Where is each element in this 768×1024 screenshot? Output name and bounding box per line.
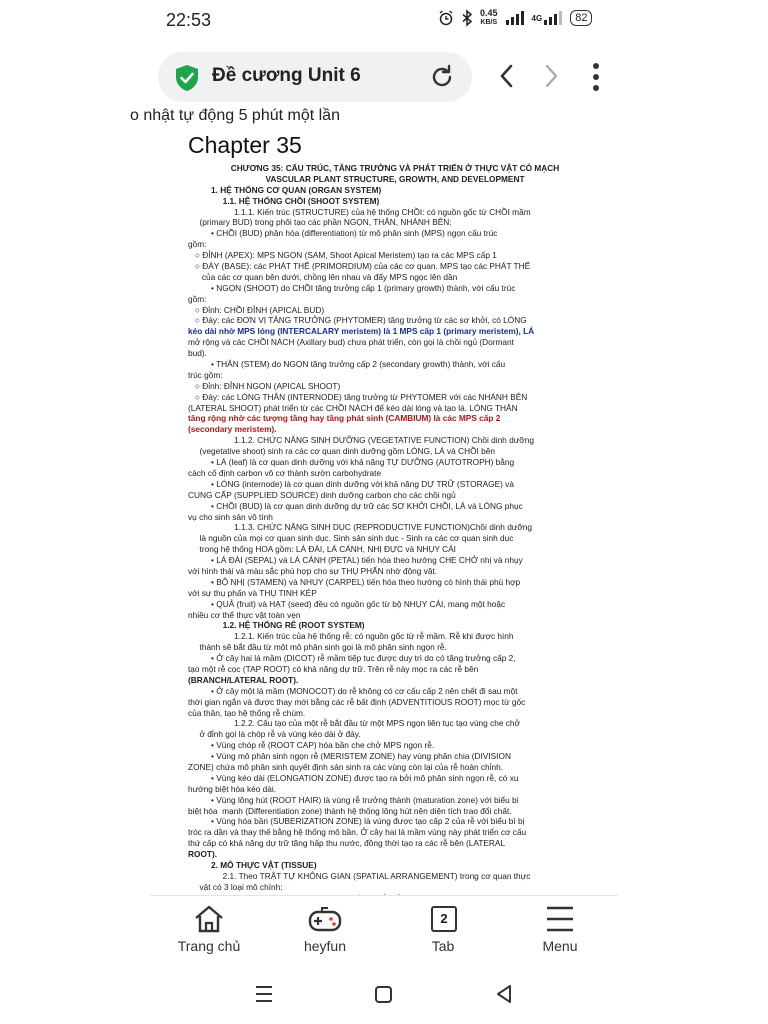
doc-line: ○ Đáy: các ĐƠN VỊ TĂNG TRƯỞNG (PHYTOMER) tăng trưởng từ các sơ khởi, có LÓNG bbox=[188, 315, 527, 326]
heyfun-label: heyfun bbox=[303, 938, 347, 954]
doc-line: • LÓNG (internode) là cơ quan dinh dưỡng với khả năng DỰ TRỮ (STORAGE) và bbox=[188, 478, 514, 489]
update-notice: o nhật tự động 5 phút một lần bbox=[130, 107, 340, 124]
doc-line: CUNG CẤP (SUPPLIED SOURCE) dinh dưỡng carbon cho các chồi ngủ bbox=[188, 489, 456, 500]
doc-line: (secondary meristem). bbox=[188, 424, 277, 435]
battery-icon: 82 bbox=[570, 10, 592, 26]
doc-line: thứ cấp có khả năng dự trữ tăng hấp thu nước, đồng thời tạo ra các rễ bên (LATERAL bbox=[188, 838, 506, 849]
signal-icon-2 bbox=[543, 11, 563, 25]
doc-line: gồm: bbox=[188, 239, 207, 250]
doc-line: 1. HỆ THỐNG CƠ QUAN (ORGAN SYSTEM) bbox=[188, 184, 382, 195]
menu-button[interactable] bbox=[515, 904, 605, 956]
doc-line: gồm: bbox=[188, 293, 207, 304]
doc-line: • Vùng hóa bần (SUBERIZATION ZONE) là vùng được tạo cấp 2 của rễ với biểu bì bị bbox=[188, 816, 525, 827]
doc-line: (LATERAL SHOOT) phát triển từ các CHỒI NÁCH để kéo dài lóng và tạo lá. LÓNG THÂN bbox=[188, 402, 518, 413]
document-content bbox=[188, 132, 602, 890]
home-nav-icon[interactable] bbox=[374, 985, 394, 1005]
doc-line: • CHỒI (BUD) phân hóa (differentiation) từ mô phân sinh (MPS) ngọn cấu trúc bbox=[188, 228, 498, 239]
doc-line: nhiều cơ thể thực vật toàn vẹn bbox=[188, 609, 301, 620]
doc-line: trong hệ thống HOA gồm: LÁ ĐÀI, LÁ CÁNH, NHỊ ĐỰC và NHỤY CÁI bbox=[188, 544, 456, 555]
status-bar bbox=[0, 0, 768, 42]
menu-label: Menu bbox=[542, 938, 578, 954]
doc-line: biệt hóa mạnh (Differentiation zone) thành hệ thống lông hút nên diện tích trao đổi chất. bbox=[188, 805, 512, 816]
doc-line: của các cơ quan bên dưới, chồng lên nhau và đẩy MPS ngọc lên dần bbox=[188, 271, 458, 282]
doc-line: kéo dài nhờ MPS lóng (INTERCALARY meristem) là 1 MPS cấp 1 (primary meristem), LÁ bbox=[188, 326, 535, 337]
document-lines bbox=[188, 163, 602, 904]
address-bar[interactable] bbox=[158, 52, 472, 102]
doc-line: tróc ra dần và thay thế bằng hệ thống mô bần. Ở cây hai lá mầm vùng này phát triển cơ cấu bbox=[188, 827, 527, 838]
doc-line: CHƯƠNG 35: CẤU TRÚC, TĂNG TRƯỞNG VÀ PHÁT TRIỂN Ở THỰC VẬT CÓ MẠCH bbox=[230, 163, 560, 173]
doc-line: tăng rộng nhờ các tượng tầng hay tầng phát sinh (CAMBIUM) là các MPS cấp 2 bbox=[188, 413, 501, 424]
doc-line: ○ ĐÁY (BASE): các PHÁT THỂ (PRIMORDIUM) của các cơ quan. MPS tạo các PHÁT THỂ bbox=[188, 261, 531, 272]
doc-line: ZONE) chứa mô phân sinh quyết định sản sinh ra các vùng còn lại của rễ hoàn chỉnh. bbox=[188, 761, 504, 772]
doc-line: • THÂN (STEM) do NGỌN tăng trưởng cấp 2 (secondary growth) thành, với cấu bbox=[188, 359, 506, 370]
doc-line: tạo một rễ cọc (TAP ROOT) có khả năng dự trữ. Trên rễ này mọc ra các rễ bên bbox=[188, 663, 479, 674]
doc-line: • NGỌN (SHOOT) do CHỒI tăng trưởng cấp 1 (primary growth) thành, với cấu trúc bbox=[188, 282, 516, 293]
reload-icon[interactable] bbox=[428, 63, 456, 91]
doc-line: của thân, tạo hệ thống rễ chùm. bbox=[188, 707, 306, 718]
doc-line: cách cố định carbon vô cơ thành sườn carbohydrate bbox=[188, 467, 382, 478]
doc-line: với sự thụ phấn và THỤ TINH KÉP bbox=[188, 587, 317, 598]
bluetooth-icon bbox=[461, 10, 473, 26]
doc-line: vụ cho sinh sản vô tính bbox=[188, 511, 273, 522]
doc-line: • Ở cây một lá mầm (MONOCOT) do rễ không có cơ cấu cấp 2 nên chết đi sau một bbox=[188, 685, 518, 696]
page-title: Đề cương Unit 6 bbox=[212, 65, 361, 86]
gamepad-icon bbox=[308, 904, 342, 934]
doc-line: • Vùng mô phân sinh ngọn rễ (MERISTEM ZONE) hay vùng phân chia (DIVISION bbox=[188, 751, 511, 762]
doc-line: • Vùng kéo dài (ELONGATION ZONE) được tạo ra bởi mô phân sinh ngọn rễ, có xu bbox=[188, 772, 519, 783]
back-arrow-icon[interactable] bbox=[494, 62, 520, 90]
status-time: 22:53 bbox=[166, 10, 212, 30]
doc-line: ○ Đỉnh: ĐỈNH NGỌN (APICAL SHOOT) bbox=[188, 380, 341, 391]
back-nav-icon[interactable] bbox=[494, 984, 514, 1004]
home-button[interactable] bbox=[164, 904, 254, 956]
doc-line: • CHỒI (BUD) là cơ quan dinh dưỡng dự trữ các SƠ KHỞI CHỒI, LÁ và LÓNG phục bbox=[188, 500, 523, 511]
doc-line: ở đỉnh gọi là chóp rễ và vùng kéo dài ở đáy. bbox=[188, 729, 361, 740]
doc-line: 2.1. Theo TRẬT TỰ KHÔNG GIAN (SPATIAL ARRANGEMENT) trong cơ quan thực bbox=[188, 870, 531, 881]
doc-line: • LÁ (leaf) là cơ quan dinh dưỡng với khả năng TỰ DƯỠNG (AUTOTROPH) bằng bbox=[188, 457, 515, 468]
tab-button[interactable] bbox=[398, 904, 488, 956]
doc-line: VASCULAR PLANT STRUCTURE, GROWTH, AND DEVELOPMENT bbox=[265, 173, 525, 184]
doc-line: thành sẽ bắt đầu từ một mô phân sinh gọi là mô phân sinh ngọn rễ. bbox=[188, 642, 447, 653]
doc-line: hướng biệt hóa kéo dài. bbox=[188, 783, 277, 794]
doc-line: ○ Đáy: các LÓNG THÂN (INTERNODE) tăng trưởng từ PHYTOMER với các NHÁNH BÊN bbox=[188, 391, 528, 402]
doc-line: 1.1.2. CHỨC NĂNG SINH DƯỠNG (VEGETATIVE FUNCTION) Chồi dinh dưỡng bbox=[188, 435, 534, 446]
doc-line: ○ ĐỈNH (APEX): MPS NGỌN (SAM, Shoot Apical Meristem) tạo ra các MPS cấp 1 bbox=[188, 250, 497, 261]
more-options-icon[interactable] bbox=[586, 62, 606, 92]
doc-line: • LÁ ĐÀI (SEPAL) và LÁ CÁNH (PETAL) tiến hóa theo hướng CHE CHỞ nhị và nhụy bbox=[188, 555, 523, 566]
doc-line: • Vùng lông hút (ROOT HAIR) là vùng rễ trưởng thành (maturation zone) với biểu bì bbox=[188, 794, 519, 805]
system-navigation bbox=[0, 975, 768, 1015]
shield-check-icon bbox=[174, 64, 200, 92]
doc-line: 1.2. HỆ THỐNG RỄ (ROOT SYSTEM) bbox=[188, 620, 365, 631]
bottom-toolbar bbox=[150, 895, 618, 965]
doc-line: thời gian ngắn và được thay mới bằng các rễ bất định (ADVENTITIOUS ROOT) mọc từ gốc bbox=[188, 696, 526, 707]
tab-count-icon: 2 bbox=[431, 906, 457, 932]
recent-apps-icon[interactable] bbox=[254, 985, 274, 1003]
doc-line: 1.1.1. Kiến trúc (STRUCTURE) của hệ thống CHỒI: có nguồn gốc từ CHỒI mầm bbox=[188, 206, 531, 217]
doc-line: với hình thái và màu sắc phù hợp cho sự THỤ PHẤN nhờ động vật. bbox=[188, 565, 438, 576]
doc-line: ROOT). bbox=[188, 849, 218, 860]
chapter-heading: Chapter 35 bbox=[188, 132, 302, 158]
doc-line: trúc gồm: bbox=[188, 369, 223, 380]
doc-line: • Vùng chóp rễ (ROOT CAP) hóa bần che chở MPS ngọn rễ. bbox=[188, 740, 435, 751]
signal-icon bbox=[505, 11, 525, 25]
network-speed: 0.45 KB/S bbox=[480, 8, 498, 26]
doc-line: (vegetative shoot) sinh ra các cơ quan dinh dưỡng gồm LÓNG, LÁ và CHỒI bên bbox=[188, 446, 495, 457]
alarm-icon bbox=[438, 10, 454, 26]
doc-line: bud). bbox=[188, 348, 207, 359]
doc-line: 2. MÔ THỰC VẬT (TISSUE) bbox=[188, 860, 317, 870]
doc-line: (BRANCH/LATERAL ROOT). bbox=[188, 674, 299, 685]
doc-line: 1.1.3. CHỨC NĂNG SINH DỤC (REPRODUCTIVE FUNCTION)Chồi dinh dưỡng bbox=[188, 522, 533, 533]
doc-line: là nguồn của mọi cơ quan sinh dục. Sinh sản sinh dục - Sinh ra các cơ quan sinh dục bbox=[188, 533, 514, 544]
doc-line: • BỘ NHỊ (STAMEN) và NHỤY (CARPEL) tiến hóa theo hướng có hình thái phù hợp bbox=[188, 576, 521, 587]
doc-line: (primary BUD) trong phôi tạo các phần NGỌN, THÂN, NHÁNH BÊN: bbox=[188, 217, 452, 228]
doc-line: vật có 3 loại mô chính: bbox=[188, 881, 283, 892]
network-type: 4G bbox=[531, 13, 543, 23]
doc-line: • Ở cây hai lá mầm (DICOT) rễ mầm tiếp tục được duy trì do có tăng trưởng cấp 2, bbox=[188, 653, 516, 664]
forward-arrow-icon[interactable] bbox=[538, 62, 564, 90]
doc-line: 1.1. HỆ THỐNG CHỒI (SHOOT SYSTEM) bbox=[188, 195, 380, 206]
heyfun-button[interactable] bbox=[280, 904, 370, 956]
home-label: Trang chủ bbox=[177, 938, 241, 954]
home-icon bbox=[193, 904, 225, 934]
status-icons bbox=[438, 9, 592, 27]
doc-line: mở rộng và các CHỒI NÁCH (Axillary bud) chưa phát triển, còn gọi là chồi ngủ (Dormant bbox=[188, 337, 514, 348]
doc-line: ○ Đỉnh: CHỒI ĐỈNH (APICAL BUD) bbox=[188, 304, 325, 315]
hamburger-menu-icon bbox=[544, 904, 576, 934]
doc-line: 1.2.1. Kiến trúc của hệ thống rễ: có nguồn gốc từ rễ mầm. Rễ khi được hình bbox=[188, 631, 514, 642]
doc-line: 1.2.2. Cấu tạo của một rễ bắt đầu từ một MPS ngọn liên tục tạo vùng che chở bbox=[188, 718, 520, 729]
tab-label: Tab bbox=[431, 938, 455, 954]
doc-line: • QUẢ (fruit) và HẠT (seed) đều có nguồn gốc từ bộ NHỤY CÁI, mang một hoặc bbox=[188, 598, 506, 609]
